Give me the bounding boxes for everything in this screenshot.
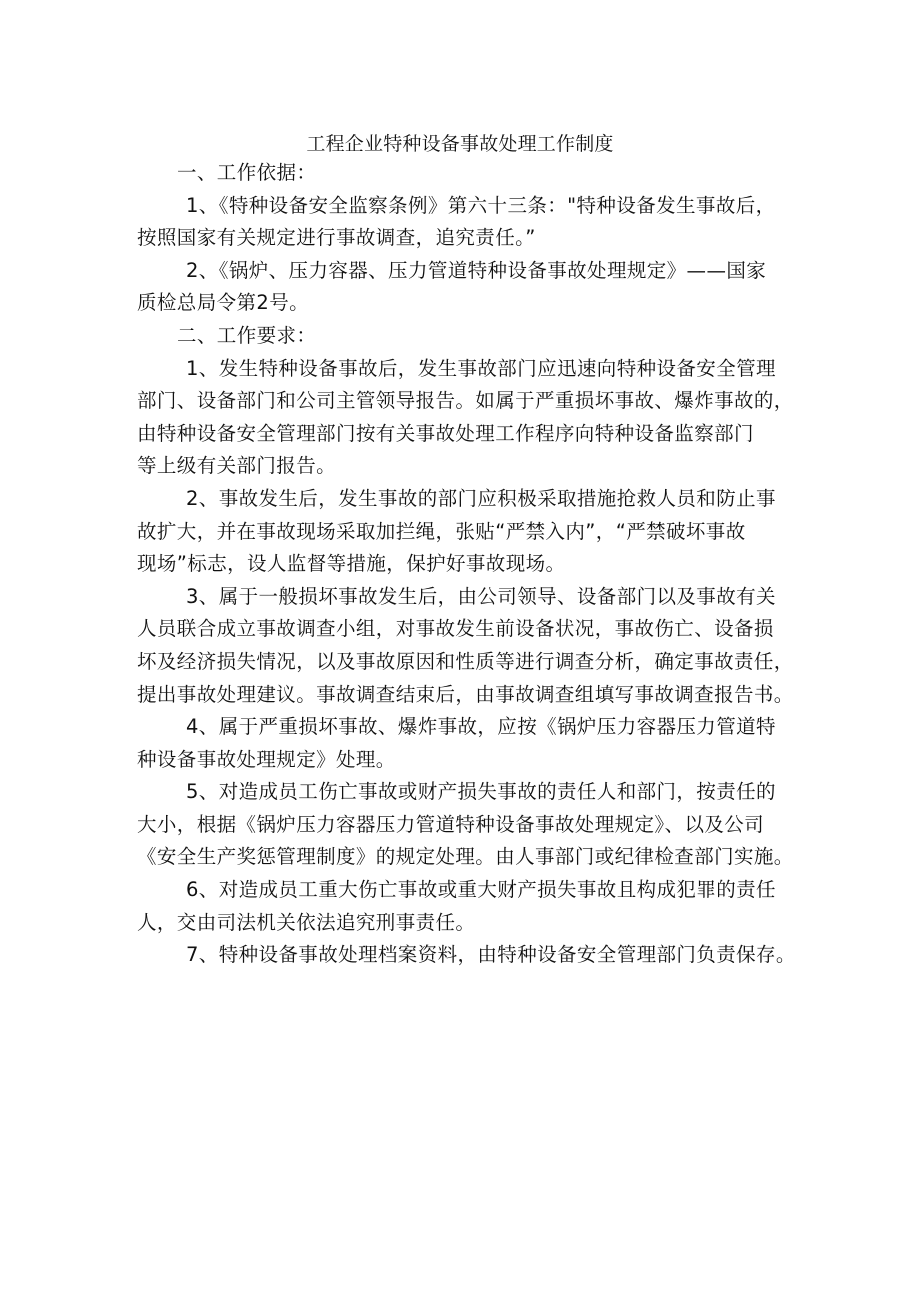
text-line: 质检总局令第2号。 xyxy=(137,291,310,315)
text-line: 种设备事故处理规定》处理。 xyxy=(137,747,396,771)
text-line: 3、属于一般损坏事故发生后，由公司领导、设备部门以及事故有关 xyxy=(186,584,776,608)
text-line: 2、《锅炉、压力容器、压力管道特种设备事故处理规定》——国家 xyxy=(186,258,767,282)
text-line: 1、《特种设备安全监察条例》第六十三条："特种设备发生事故后， xyxy=(186,193,776,217)
text-line: 5、对造成员工伤亡事故或财产损失事故的责任人和部门，按责任的 xyxy=(186,780,776,804)
text-line: 提出事故处理建议。事故调查结束后，由事故调查组填写事故调查报告书。 xyxy=(137,682,794,706)
text-line: 人员联合成立事故调查小组，对事故发生前设备状况，事故伤亡、设备损 xyxy=(137,617,774,641)
text-line: 二、工作要求： xyxy=(177,323,317,347)
text-line: 现场”标志，设人监督等措施，保护好事故现场。 xyxy=(137,552,566,576)
document-body xyxy=(137,157,796,972)
text-line: 7、特种设备事故处理档案资料，由特种设备安全管理部门负责保存。 xyxy=(186,943,796,967)
text-line: 等上级有关部门报告。 xyxy=(137,454,337,478)
text-line: 按照国家有关规定进行事故调查，追究责任。” xyxy=(137,226,536,250)
text-line: 坏及经济损失情况，以及事故原因和性质等进行调查分析，确定事故责任， xyxy=(137,649,794,673)
text-line: 部门、设备部门和公司主管领导报告。如属于严重损坏事故、爆炸事故的， xyxy=(137,389,794,413)
text-line: 一、工作依据： xyxy=(177,161,317,184)
text-line: 《安全生产奖惩管理制度》的规定处理。由人事部门或纪律检查部门实施。 xyxy=(137,845,794,869)
text-line: 故扩大，并在事故现场采取加拦绳，张贴“严禁入内”，“严禁破坏事故 xyxy=(137,519,746,543)
text-line: 大小，根据《锅炉压力容器压力管道特种设备事故处理规定》、以及公司 xyxy=(137,812,765,836)
text-line: 4、属于严重损坏事故、爆炸事故，应按《锅炉压力容器压力管道特 xyxy=(186,715,776,739)
text-line: 由特种设备安全管理部门按有关事故处理工作程序向特种设备监察部门 xyxy=(137,421,754,445)
text-line: 2、事故发生后，发生事故的部门应积极采取措施抢救人员和防止事 xyxy=(186,486,776,510)
document-title: 工程企业特种设备事故处理工作制度 xyxy=(306,133,614,155)
text-line: 6、对造成员工重大伤亡事故或重大财产损失事故且构成犯罪的责任 xyxy=(186,878,776,902)
text-line: 人，交由司法机关依法追究刑事责任。 xyxy=(137,910,476,934)
text-line: 1、发生特种设备事故后，发生事故部门应迅速向特种设备安全管理 xyxy=(186,356,776,380)
